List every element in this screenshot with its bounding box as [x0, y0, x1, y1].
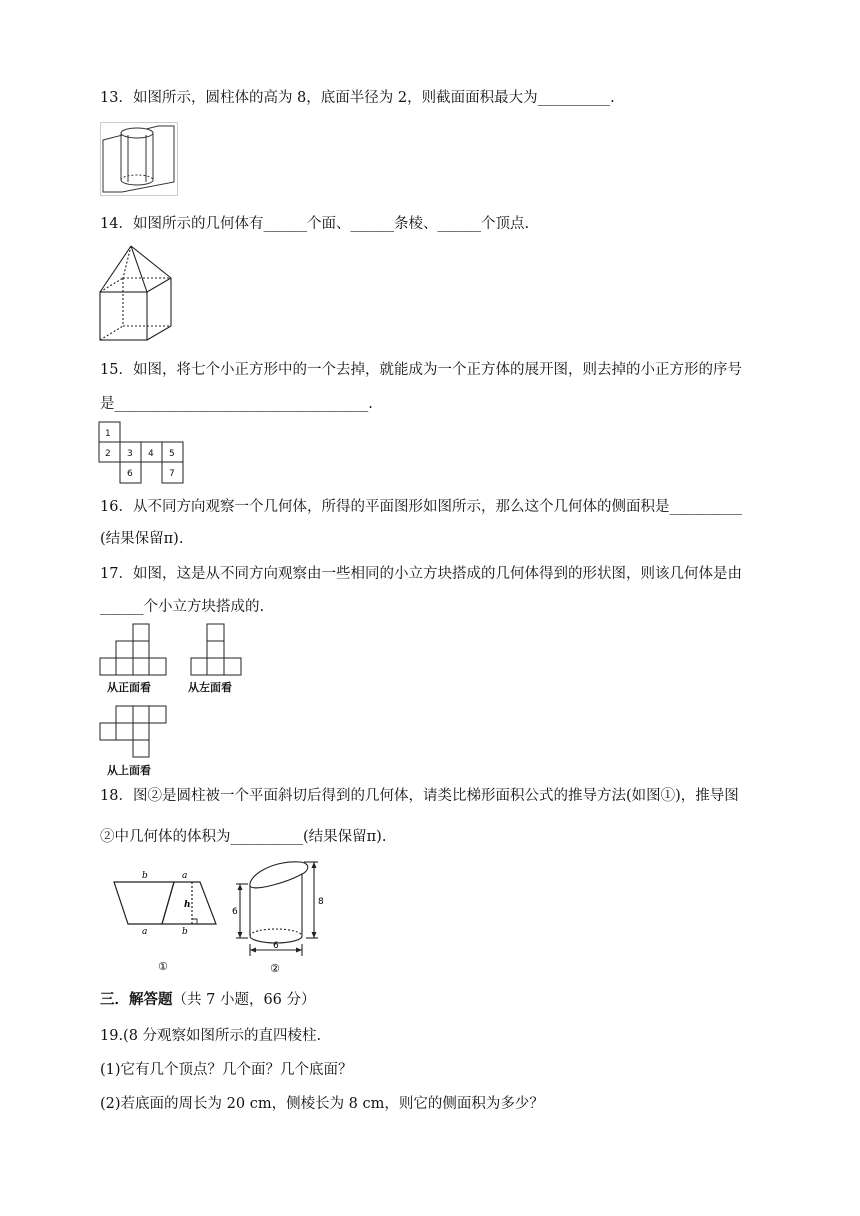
- q18-figure-1-trapezoids: [112, 866, 222, 976]
- q14-text: 14．如图所示的几何体有______个面、______条棱、______个顶点.: [100, 216, 530, 232]
- q17-top-view: [99, 705, 169, 759]
- q13-text: 13．如图所示，圆柱体的高为 8，底面半径为 2，则截面面积最大为__________.: [100, 90, 615, 106]
- q14-solid-figure: [97, 244, 177, 344]
- net-cell-4: 4: [148, 449, 154, 459]
- q18-figure-2-cut-cylinder: [232, 852, 332, 976]
- q18-line2: ②中几何体的体积为__________(结果保留π).: [100, 829, 387, 845]
- section-3-title: 三．解答题: [100, 992, 173, 1008]
- q16-line2: (结果保留π).: [100, 531, 184, 547]
- fig2-right-height: 8: [318, 897, 324, 907]
- fig1-caption: ①: [158, 960, 168, 973]
- fig1-label-top-b: b: [142, 871, 148, 881]
- net-cell-7: 7: [169, 469, 175, 479]
- section-3-note: （共 7 小题，66 分）: [172, 992, 316, 1008]
- fig2-caption: ②: [270, 962, 280, 975]
- net-cell-3: 3: [127, 449, 133, 459]
- net-cell-5: 5: [169, 449, 175, 459]
- q19-line1: 19.(8 分观察如图所示的直四棱柱.: [100, 1028, 322, 1044]
- fig1-label-bottom-a: a: [142, 927, 148, 937]
- q17-front-view: [99, 623, 169, 677]
- q18-line1: 18．图②是圆柱被一个平面斜切后得到的几何体，请类比梯形面积公式的推导方法(如图①)，推导图: [100, 788, 739, 804]
- q17-left-view: [190, 623, 244, 677]
- caption-left-view: 从左面看: [188, 681, 232, 694]
- fig2-diameter: 6: [273, 941, 279, 951]
- q15-net-figure: [98, 421, 188, 485]
- fig2-left-height: 6: [232, 907, 238, 917]
- q17-line1: 17．如图，这是从不同方向观察由一些相同的小立方块搭成的几何体得到的形状图，则该几何体是由: [100, 566, 742, 582]
- section-3-heading: [100, 990, 316, 1010]
- caption-top-view: 从上面看: [107, 764, 151, 777]
- q19-line2: (1)它有几个顶点？几个面？几个底面？: [100, 1062, 353, 1078]
- net-cell-1: 1: [105, 429, 111, 439]
- fig1-label-h: h: [184, 900, 191, 910]
- fig1-label-bottom-b: b: [182, 927, 188, 937]
- caption-front-view: 从正面看: [107, 681, 151, 694]
- q17-line2: ______个小立方块搭成的.: [100, 599, 265, 615]
- net-cell-2: 2: [105, 449, 111, 459]
- q15-line2: 是___________________________________.: [100, 396, 373, 412]
- net-cell-6: 6: [127, 469, 133, 479]
- fig1-label-top-a: a: [182, 871, 188, 881]
- q15-line1: 15．如图，将七个小正方形中的一个去掉，就能成为一个正方体的展开图，则去掉的小正方形的序号: [100, 362, 742, 378]
- q13-cylinder-figure: [100, 122, 178, 196]
- q19-line3: (2)若底面的周长为 20 cm，侧棱长为 8 cm，则它的侧面积为多少？: [100, 1096, 544, 1112]
- q16-line1: 16．从不同方向观察一个几何体，所得的平面图形如图所示，那么这个几何体的侧面积是__________: [100, 499, 742, 515]
